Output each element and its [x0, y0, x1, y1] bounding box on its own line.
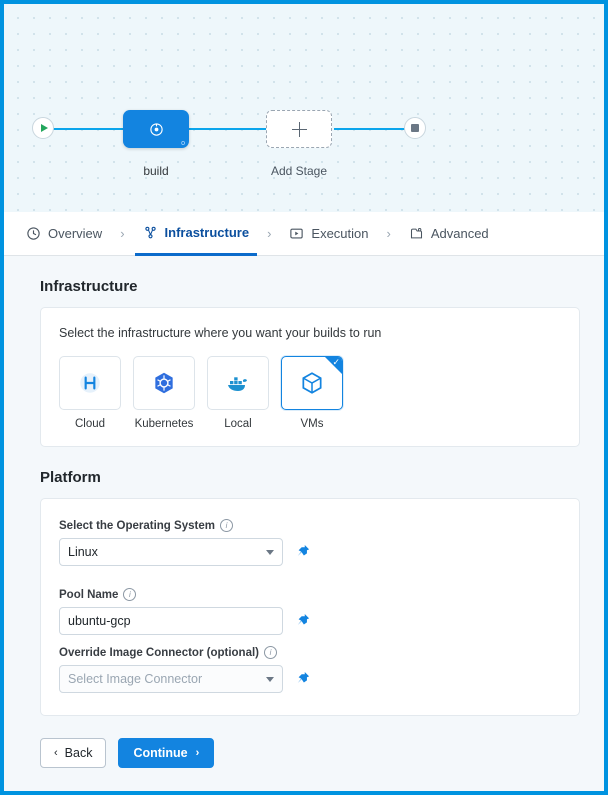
plus-icon — [292, 122, 307, 137]
tab-label: Infrastructure — [164, 224, 250, 240]
docker-icon — [224, 371, 252, 395]
infrastructure-section-title: Infrastructure — [40, 278, 138, 295]
tab-separator: › — [386, 226, 391, 241]
pool-name-value: ubuntu-gcp — [68, 614, 131, 628]
os-field-label — [59, 519, 561, 532]
tab-label: Overview — [48, 226, 103, 241]
tab-infrastructure[interactable] — [135, 212, 258, 256]
pipeline-edge — [188, 128, 266, 130]
pin-icon — [296, 671, 310, 687]
add-stage-label: Add Stage — [270, 164, 328, 178]
os-field-row — [59, 538, 561, 566]
stage-label-build: build — [143, 164, 169, 178]
infrastructure-hint: Select the infrastructure where you want your builds to run — [59, 326, 382, 340]
pool-label-text: Pool Name — [59, 588, 119, 601]
add-stage-button[interactable] — [266, 110, 332, 148]
infra-option-local[interactable] — [207, 356, 269, 430]
stage-node-build[interactable] — [123, 110, 189, 148]
infrastructure-icon — [143, 225, 158, 240]
info-icon[interactable]: i — [264, 646, 277, 659]
stage-tabbar — [4, 212, 604, 256]
build-stage-icon — [149, 122, 164, 137]
infra-option-label: VMs — [300, 418, 324, 430]
pipeline-end-node[interactable] — [404, 117, 426, 139]
continue-label: Continue — [133, 746, 188, 760]
connector-field-row — [59, 665, 561, 693]
check-icon: ✓ — [332, 357, 340, 367]
stage-badge: o — [181, 140, 185, 147]
info-icon[interactable]: i — [123, 588, 136, 601]
info-icon[interactable]: i — [220, 519, 233, 532]
os-select-value: Linux — [68, 545, 98, 559]
pin-icon — [296, 544, 310, 560]
platform-section-title: Platform — [40, 469, 101, 486]
back-label: Back — [64, 746, 93, 760]
pipeline-canvas[interactable] — [4, 4, 604, 212]
tab-overview[interactable] — [18, 212, 110, 256]
stop-icon — [411, 124, 419, 132]
tab-execution[interactable] — [281, 212, 376, 256]
chevron-right-icon: › — [195, 747, 200, 759]
tab-advanced[interactable] — [401, 212, 497, 256]
play-icon — [41, 124, 48, 132]
platform-card — [40, 498, 580, 716]
pool-field-row — [59, 607, 561, 635]
execution-icon — [289, 226, 304, 241]
advanced-icon — [409, 226, 424, 241]
connector-pin-button[interactable] — [291, 666, 315, 692]
kubernetes-icon — [151, 370, 177, 396]
chevron-left-icon: ‹ — [54, 747, 58, 759]
chevron-down-icon — [266, 677, 274, 682]
pipeline-edge — [334, 128, 408, 130]
infra-option-label: Local — [224, 418, 252, 430]
connector-field-label — [59, 646, 561, 659]
pool-field-label — [59, 588, 561, 601]
pool-pin-button[interactable] — [291, 608, 315, 634]
infra-option-vms[interactable] — [281, 356, 343, 430]
infrastructure-card — [40, 307, 580, 447]
image-connector-select[interactable] — [59, 665, 283, 693]
pool-name-input[interactable] — [59, 607, 283, 635]
image-connector-placeholder: Select Image Connector — [68, 672, 203, 686]
tab-label: Execution — [311, 226, 369, 241]
infra-option-label: Cloud — [74, 418, 106, 430]
cloud-harness-icon — [77, 370, 103, 396]
infra-option-kubernetes[interactable] — [133, 356, 195, 430]
infra-option-tile — [133, 356, 195, 410]
infra-option-tile — [59, 356, 121, 410]
vm-cube-icon — [299, 370, 325, 396]
infra-option-tile — [281, 356, 343, 410]
tab-separator: › — [120, 226, 125, 241]
pipeline-edge — [52, 128, 124, 130]
os-label-text: Select the Operating System — [59, 519, 215, 532]
pipeline-start-node[interactable] — [32, 117, 54, 139]
infrastructure-options — [59, 356, 561, 430]
infra-option-label: Kubernetes — [134, 418, 194, 430]
chevron-down-icon — [266, 550, 274, 555]
wizard-footer — [40, 738, 604, 768]
stage-config-panel — [4, 256, 604, 791]
overview-icon — [26, 226, 41, 241]
infra-option-cloud[interactable] — [59, 356, 121, 430]
back-button[interactable] — [40, 738, 106, 768]
tab-separator: › — [267, 226, 272, 241]
pin-icon — [296, 613, 310, 629]
os-select[interactable] — [59, 538, 283, 566]
connector-label-text: Override Image Connector (optional) — [59, 646, 259, 659]
continue-button[interactable] — [118, 738, 214, 768]
infra-option-tile — [207, 356, 269, 410]
tab-label: Advanced — [430, 226, 489, 241]
os-pin-button[interactable] — [291, 539, 315, 565]
